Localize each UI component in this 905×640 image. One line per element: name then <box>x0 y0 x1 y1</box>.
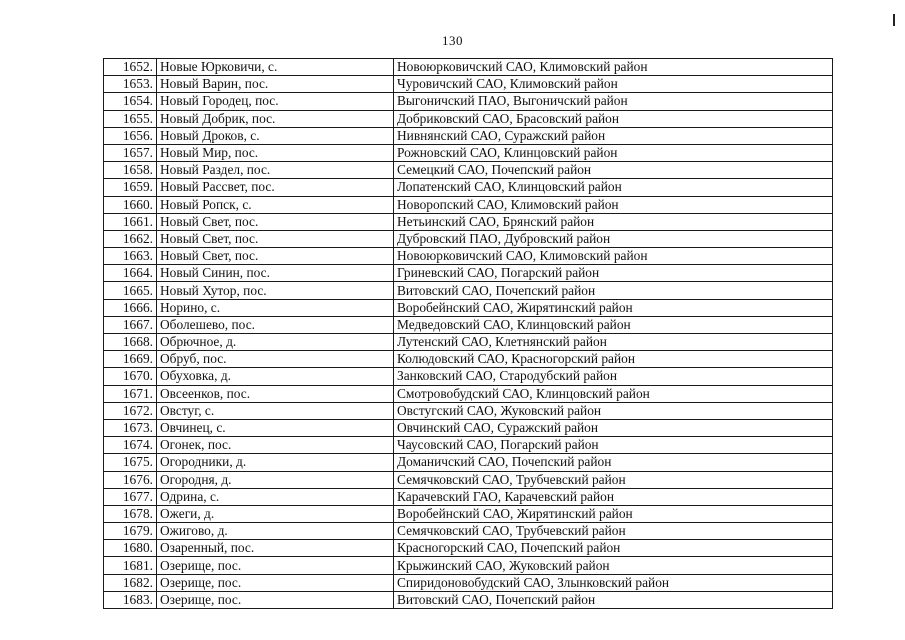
administration-district: Рожновский САО, Клинцовский район <box>394 144 833 161</box>
table-row <box>104 540 833 557</box>
row-number: 1654. <box>104 93 157 110</box>
row-number: 1677. <box>104 488 157 505</box>
row-number: 1669. <box>104 351 157 368</box>
table-row <box>104 454 833 471</box>
administration-district: Дубровский ПАО, Дубровский район <box>394 230 833 247</box>
table-row <box>104 385 833 402</box>
row-number: 1681. <box>104 557 157 574</box>
administration-district: Нетьинский САО, Брянский район <box>394 213 833 230</box>
row-number: 1675. <box>104 454 157 471</box>
administration-district: Гриневский САО, Погарский район <box>394 265 833 282</box>
table-row <box>104 316 833 333</box>
row-number: 1667. <box>104 316 157 333</box>
table-row <box>104 59 833 76</box>
settlement-name: Новый Свет, пос. <box>157 248 394 265</box>
row-number: 1656. <box>104 127 157 144</box>
settlement-name: Овстуг, с. <box>157 402 394 419</box>
settlement-name: Озерище, пос. <box>157 557 394 574</box>
administration-district: Доманичский САО, Почепский район <box>394 454 833 471</box>
table-row <box>104 93 833 110</box>
administration-district: Смотровобудский САО, Клинцовский район <box>394 385 833 402</box>
administration-district: Воробейнский САО, Жирятинский район <box>394 299 833 316</box>
table-row <box>104 334 833 351</box>
settlement-name: Озерище, пос. <box>157 574 394 591</box>
row-number: 1666. <box>104 299 157 316</box>
table-row <box>104 265 833 282</box>
settlement-name: Ожигово, д. <box>157 523 394 540</box>
administration-district: Выгоничский ПАО, Выгоничский район <box>394 93 833 110</box>
table-row <box>104 127 833 144</box>
administration-district: Спиридоновобудский САО, Злынковский район <box>394 574 833 591</box>
table-row <box>104 488 833 505</box>
administration-district: Карачевский ГАО, Карачевский район <box>394 488 833 505</box>
settlement-name: Озаренный, пос. <box>157 540 394 557</box>
row-number: 1676. <box>104 471 157 488</box>
administration-district: Витовский САО, Почепский район <box>394 591 833 608</box>
settlement-name: Оболешево, пос. <box>157 316 394 333</box>
administration-district: Семецкий САО, Почепский район <box>394 162 833 179</box>
administration-district: Чаусовский САО, Погарский район <box>394 437 833 454</box>
settlement-name: Огородня, д. <box>157 471 394 488</box>
row-number: 1680. <box>104 540 157 557</box>
administration-district: Чуровичский САО, Климовский район <box>394 76 833 93</box>
row-number: 1668. <box>104 334 157 351</box>
row-number: 1655. <box>104 110 157 127</box>
table-row <box>104 523 833 540</box>
administration-district: Новоропский САО, Климовский район <box>394 196 833 213</box>
page-number: 130 <box>442 33 463 48</box>
settlement-name: Новый Рассвет, пос. <box>157 179 394 196</box>
settlement-name: Новые Юрковичи, с. <box>157 59 394 76</box>
administration-district: Лопатенский САО, Клинцовский район <box>394 179 833 196</box>
administration-district: Медведовский САО, Клинцовский район <box>394 316 833 333</box>
settlement-name: Обруб, пос. <box>157 351 394 368</box>
row-number: 1672. <box>104 402 157 419</box>
table-row <box>104 179 833 196</box>
settlement-name: Новый Синин, пос. <box>157 265 394 282</box>
row-number: 1662. <box>104 230 157 247</box>
table-row <box>104 110 833 127</box>
table-row <box>104 230 833 247</box>
table-row <box>104 196 833 213</box>
administration-district: Овчинский САО, Суражский район <box>394 419 833 436</box>
table-row <box>104 437 833 454</box>
settlement-name: Обрючное, д. <box>157 334 394 351</box>
settlement-name: Огородники, д. <box>157 454 394 471</box>
row-number: 1683. <box>104 591 157 608</box>
settlement-name: Новый Свет, пос. <box>157 230 394 247</box>
administration-district: Добриковский САО, Брасовский район <box>394 110 833 127</box>
administration-district: Семячковский САО, Трубчевский район <box>394 523 833 540</box>
administration-district: Колюдовский САО, Красногорский район <box>394 351 833 368</box>
row-number: 1653. <box>104 76 157 93</box>
table-row <box>104 351 833 368</box>
settlement-name: Новый Ропск, с. <box>157 196 394 213</box>
row-number: 1670. <box>104 368 157 385</box>
settlement-name: Норино, с. <box>157 299 394 316</box>
settlement-name: Новый Хутор, пос. <box>157 282 394 299</box>
administration-district: Овстугский САО, Жуковский район <box>394 402 833 419</box>
row-number: 1678. <box>104 505 157 522</box>
settlement-name: Обуховка, д. <box>157 368 394 385</box>
table-row <box>104 368 833 385</box>
table-row <box>104 299 833 316</box>
administration-district: Семячковский САО, Трубчевский район <box>394 471 833 488</box>
row-number: 1658. <box>104 162 157 179</box>
settlement-name: Новый Городец, пос. <box>157 93 394 110</box>
settlements-table <box>103 58 833 609</box>
row-number: 1673. <box>104 419 157 436</box>
row-number: 1657. <box>104 144 157 161</box>
settlement-name: Огонек, пос. <box>157 437 394 454</box>
administration-district: Занковский САО, Стародубский район <box>394 368 833 385</box>
settlement-name: Новый Свет, пос. <box>157 213 394 230</box>
row-number: 1682. <box>104 574 157 591</box>
table-row <box>104 144 833 161</box>
table-row <box>104 471 833 488</box>
administration-district: Нивнянский САО, Суражский район <box>394 127 833 144</box>
settlement-name: Овчинец, с. <box>157 419 394 436</box>
administration-district: Крыжинский САО, Жуковский район <box>394 557 833 574</box>
row-number: 1659. <box>104 179 157 196</box>
settlement-name: Овсеенков, пос. <box>157 385 394 402</box>
administration-district: Воробейнский САО, Жирятинский район <box>394 505 833 522</box>
settlements-table-body <box>104 59 833 609</box>
administration-district: Лутенский САО, Клетнянский район <box>394 334 833 351</box>
table-row <box>104 248 833 265</box>
row-number: 1660. <box>104 196 157 213</box>
row-number: 1674. <box>104 437 157 454</box>
settlement-name: Озерище, пос. <box>157 591 394 608</box>
row-number: 1652. <box>104 59 157 76</box>
settlement-name: Новый Варин, пос. <box>157 76 394 93</box>
row-number: 1671. <box>104 385 157 402</box>
administration-district: Новоюрковичский САО, Климовский район <box>394 59 833 76</box>
settlement-name: Новый Раздел, пос. <box>157 162 394 179</box>
table-row <box>104 419 833 436</box>
row-number: 1679. <box>104 523 157 540</box>
row-number: 1661. <box>104 213 157 230</box>
table-row <box>104 213 833 230</box>
table-row <box>104 591 833 608</box>
settlement-name: Ожеги, д. <box>157 505 394 522</box>
administration-district: Новоюрковичский САО, Климовский район <box>394 248 833 265</box>
scan-edge-mark <box>893 14 895 26</box>
settlement-name: Новый Добрик, пос. <box>157 110 394 127</box>
settlement-name: Одрина, с. <box>157 488 394 505</box>
table-row <box>104 557 833 574</box>
settlement-name: Новый Мир, пос. <box>157 144 394 161</box>
table-row <box>104 76 833 93</box>
row-number: 1664. <box>104 265 157 282</box>
administration-district: Красногорский САО, Почепский район <box>394 540 833 557</box>
settlement-name: Новый Дроков, с. <box>157 127 394 144</box>
row-number: 1665. <box>104 282 157 299</box>
table-row <box>104 402 833 419</box>
row-number: 1663. <box>104 248 157 265</box>
administration-district: Витовский САО, Почепский район <box>394 282 833 299</box>
table-row <box>104 282 833 299</box>
table-row <box>104 505 833 522</box>
table-row <box>104 574 833 591</box>
table-row <box>104 162 833 179</box>
